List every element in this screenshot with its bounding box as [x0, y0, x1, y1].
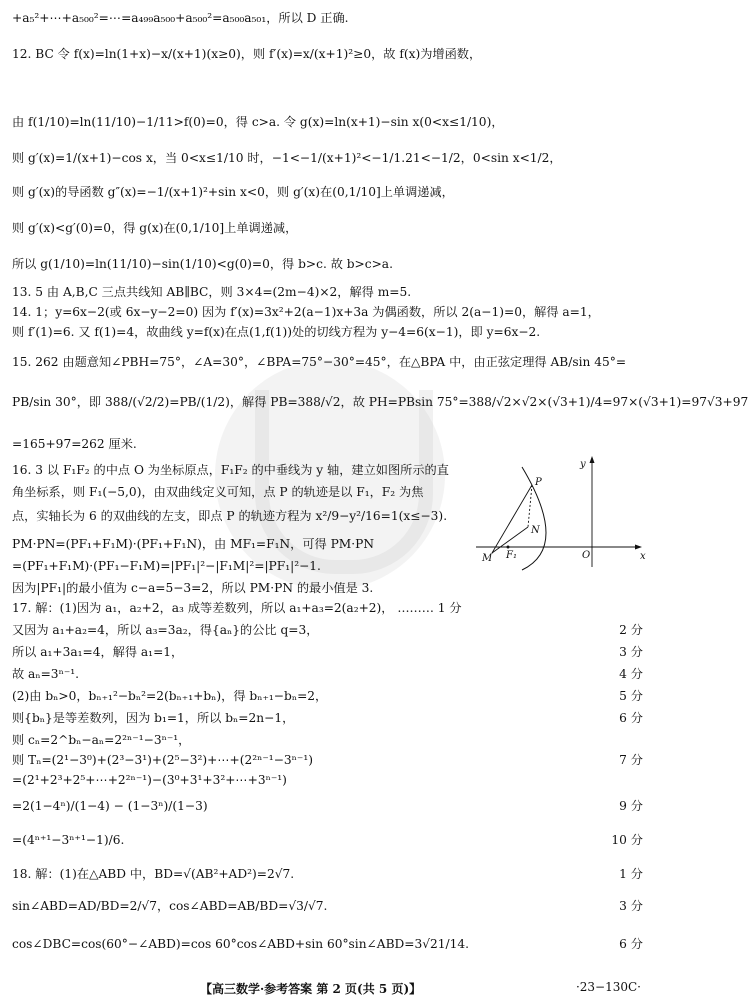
- hyperbola-figure: [470, 455, 650, 570]
- text-line: 13. 5 由 A,B,C 三点共线知 AB∥BC，则 3×4=(2m−4)×2，解得 m=5.: [12, 285, 412, 299]
- label-y: y: [580, 459, 586, 470]
- text-line: =(PF₁+F₁M)·(PF₁−F₁M)=|PF₁|²−|F₁M|²=|PF₁|²−1.: [12, 559, 321, 573]
- segment-pm: [492, 485, 532, 553]
- score: 7 分: [619, 753, 643, 767]
- score: 5 分: [619, 689, 643, 703]
- label-f1: F₁: [506, 550, 517, 561]
- text-line: 14. 1；y=6x−2(或 6x−y−2=0) 因为 f′(x)=3x²+2(a−1)x+3a 为偶函数，所以 2(a−1)=0，解得 a=1，: [12, 305, 600, 319]
- label-m: M: [482, 553, 493, 564]
- label-p: P: [535, 477, 542, 488]
- score: 4 分: [619, 667, 643, 681]
- hyperbola-branch: [522, 467, 546, 570]
- text-line: 17. 解：(1)因为 a₁，a₂+2，a₃ 成等差数列，所以 a₁+a₃=2(a₂+2)， ……… 1 分: [12, 601, 462, 615]
- text-line: 由 f(1/10)=ln(11/10)−1/11>f(0)=0，得 c>a. 令 g(x)=ln(x+1)−sin x(0<x≤1/10)，: [12, 115, 504, 129]
- text-line: 因为|PF₁|的最小值为 c−a=5−3=2，所以 PM·PN 的最小值是 3.: [12, 581, 374, 595]
- score: 1 分: [619, 867, 643, 881]
- score: 6 分: [619, 937, 643, 951]
- text-line: 则 f′(1)=6. 又 f(1)=4，故曲线 y=f(x)在点(1,f(1))处的切线方程为 y−4=6(x−1)，即 y=6x−2.: [12, 325, 541, 339]
- text-line: 则 g′(x)的导函数 g″(x)=−1/(x+1)²+sin x<0，则 g′(x)在(0,1/10]上单调递减，: [12, 185, 454, 199]
- text-line: 12. BC 令 f(x)=ln(1+x)−x/(x+1)(x≥0)，则 f′(x)=x/(x+1)²≥0，故 f(x)为增函数，: [12, 47, 482, 61]
- x-axis-arrow: [635, 545, 642, 550]
- score: 3 分: [619, 645, 643, 659]
- footer-title: 【高三数学·参考答案 第 2 页(共 5 页)】: [200, 982, 422, 996]
- text-line: =2(1−4ⁿ)/(1−4) − (1−3ⁿ)/(1−3): [12, 799, 208, 813]
- y-axis-arrow: [590, 456, 595, 463]
- text-line: 则 Tₙ=(2¹−3⁰)+(2³−3¹)+(2⁵−3²)+⋯+(2²ⁿ⁻¹−3ⁿ⁻¹): [12, 753, 314, 767]
- text-line: 故 aₙ=3ⁿ⁻¹.: [12, 667, 80, 681]
- text-line: PM·PN=(PF₁+F₁M)·(PF₁+F₁N)，由 MF₁=F₁N，可得 PM·PN: [12, 537, 375, 551]
- text-line: =(4ⁿ⁺¹−3ⁿ⁺¹−1)/6.: [12, 833, 125, 847]
- text-line: cos∠DBC=cos(60°−∠ABD)=cos 60°cos∠ABD+sin 60°sin∠ABD=3√21/14.: [12, 937, 470, 951]
- score: 6 分: [619, 711, 643, 725]
- score: 2 分: [619, 623, 643, 637]
- text-line: 则 g′(x)=1/(x+1)−cos x，当 0<x≤1/10 时，−1<−1/(x+1)²<−1/1.21<−1/2，0<sin x<1/2，: [12, 151, 562, 165]
- score: 3 分: [619, 899, 643, 913]
- text-line: 16. 3 以 F₁F₂ 的中点 O 为坐标原点，F₁F₂ 的中垂线为 y 轴，建立如图所示的直: [12, 463, 449, 477]
- text-line: 则 cₙ=2^bₙ−aₙ=2²ⁿ⁻¹−3ⁿ⁻¹，: [12, 733, 191, 747]
- text-line: 则{bₙ}是等差数列，因为 b₁=1，所以 bₙ=2n−1，: [12, 711, 295, 725]
- text-line: sin∠ABD=AD/BD=2/√7，cos∠ABD=AB/BD=√3/√7.: [12, 899, 328, 913]
- text-line: (2)由 bₙ>0，bₙ₊₁²−bₙ²=2(bₙ₊₁+bₙ)，得 bₙ₊₁−bₙ=2，: [12, 689, 328, 703]
- text-line: PB/sin 30°，即 388/(√2/2)=PB/(1/2)，解得 PB=388/√2，故 PH=PBsin 75°=388/√2×√2×(√3+1)/4=97×(√3+1)=97√3+97: [12, 395, 748, 409]
- text-line: +a₅²+⋯+a₅₀₀²=⋯=a₄₉₉a₅₀₀+a₅₀₀²=a₅₀₀a₅₀₁，所以 D 正确.: [12, 11, 349, 25]
- text-line: =(2¹+2³+2⁵+⋯+2²ⁿ⁻¹)−(3⁰+3¹+3²+⋯+3ⁿ⁻¹): [12, 773, 287, 787]
- text-line: 15. 262 由题意知∠PBH=75°，∠A=30°，∠BPA=75°−30°=45°，在△BPA 中，由正弦定理得 AB/sin 45°=: [12, 355, 627, 369]
- text-line: 点，实轴长为 6 的双曲线的左支，即点 P 的轨迹方程为 x²/9−y²/16=1(x≤−3).: [12, 509, 448, 523]
- focus-f1: [507, 546, 510, 549]
- text-line: 所以 a₁+3a₁=4，解得 a₁=1，: [12, 645, 184, 659]
- score: 9 分: [619, 799, 643, 813]
- label-o: O: [582, 550, 591, 561]
- footer-code: ·23−130C·: [575, 980, 641, 994]
- label-x: x: [640, 551, 646, 562]
- text-line: 又因为 a₁+a₂=4，所以 a₃=3a₂，得{aₙ}的公比 q=3，: [12, 623, 319, 637]
- text-line: 角坐标系，则 F₁(−5,0)，由双曲线定义可知，点 P 的轨迹是以 F₁，F₂ 为焦: [12, 485, 424, 499]
- text-line: 则 g′(x)<g′(0)=0，得 g(x)在(0,1/10]上单调递减，: [12, 221, 298, 235]
- text-line: 18. 解：(1)在△ABD 中，BD=√(AB²+AD²)=2√7.: [12, 867, 295, 881]
- text-line: =165+97=262 厘米.: [12, 437, 137, 451]
- score: 10 分: [611, 833, 643, 847]
- label-n: N: [531, 525, 540, 536]
- page-footer: [0, 976, 653, 1000]
- text-line: 所以 g(1/10)=ln(11/10)−sin(1/10)<g(0)=0，得 b>c. 故 b>c>a.: [12, 257, 393, 271]
